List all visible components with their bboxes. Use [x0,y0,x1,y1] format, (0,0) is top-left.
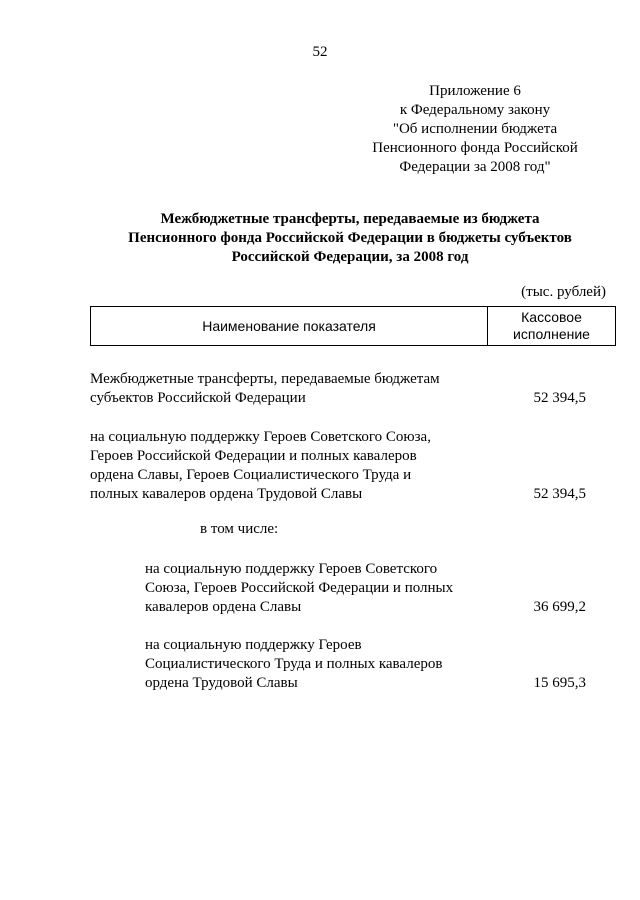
row-label: на социальную поддержку Героев Советского Союза, Героев Российской Федерации и полных кавалеров ордена Славы, Героев Социалистического Труда и полных кавалеров ордена Трудовой Славы [90,429,431,502]
title-line: Российской Федерации, за 2008 год [231,249,469,265]
table-row [145,636,586,693]
appendix-note [350,82,600,177]
row-value: 52 394,5 [533,486,586,502]
appendix-line: Приложение 6 [429,83,521,99]
table-row-subheading [200,520,400,539]
title-line: Межбюджетные трансферты, передаваемые из бюджета [160,211,540,227]
units-label: (тыс. рублей) [521,284,606,300]
column-header-name: Наименование показателя [91,307,488,345]
document-title [90,210,610,267]
row-label: в том числе: [200,521,279,537]
row-label: на социальную поддержку Героев Советского Союза, Героев Российской Федерации и полных кавалеров ордена Славы [145,561,454,615]
row-label: Межбюджетные трансферты, передаваемые бюджетам субъектов Российской Федерации [90,371,440,406]
table-header [90,306,616,346]
row-label: на социальную поддержку Героев Социалистического Труда и полных кавалеров ордена Трудовой Славы [145,637,443,691]
appendix-line: Пенсионного фонда Российской [372,140,578,156]
appendix-line: Федерации за 2008 год" [399,159,551,175]
appendix-line: "Об исполнении бюджета [392,121,558,137]
column-header-execution: Кассовое исполнение [513,309,590,342]
table-row [90,428,586,504]
table-row [90,370,586,408]
appendix-line: к Федеральному закону [399,102,551,118]
page-number: 52 [312,44,328,60]
table-row [145,560,586,617]
row-value: 15 695,3 [533,675,586,691]
row-value: 36 699,2 [533,599,586,615]
title-line: Пенсионного фонда Российской Федерации в бюджеты субъектов [128,230,572,246]
row-value: 52 394,5 [533,390,586,406]
